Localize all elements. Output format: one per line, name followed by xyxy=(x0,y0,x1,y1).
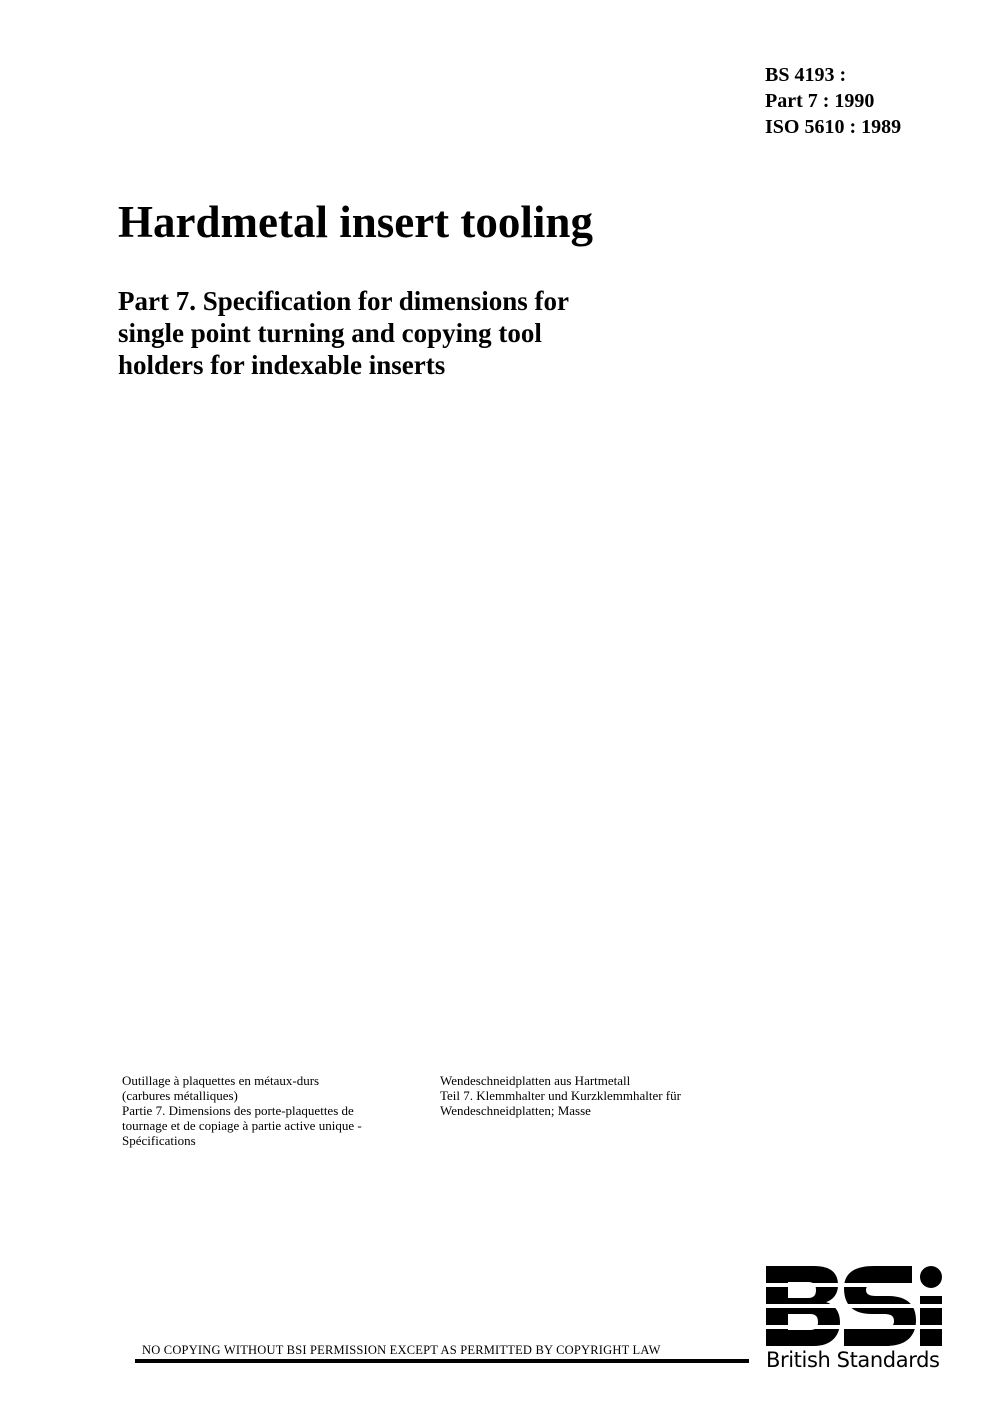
copyright-notice: NO COPYING WITHOUT BSI PERMISSION EXCEPT AS PERMITTED BY COPYRIGHT LAW xyxy=(142,1343,661,1357)
french-title-line: (carbures métalliques) xyxy=(122,1088,238,1103)
german-title-line: Wendeschneidplatten aus Hartmetall xyxy=(440,1073,631,1088)
french-title-line: Outillage à plaquettes en métaux-durs xyxy=(122,1073,320,1088)
document-subtitle xyxy=(118,285,718,381)
iso-number: ISO 5610 : 1989 xyxy=(765,116,902,138)
french-title-line: Partie 7. Dimensions des porte-plaquettes de xyxy=(122,1103,354,1118)
british-standards-caption: British Standards xyxy=(766,1348,940,1372)
standard-reference xyxy=(765,62,901,140)
subtitle-line: single point turning and copying tool xyxy=(118,318,542,348)
copyright-rule xyxy=(135,1359,749,1363)
french-title xyxy=(122,1073,412,1148)
standard-part: Part 7 : 1990 xyxy=(765,90,875,112)
bsi-logo xyxy=(764,1264,944,1372)
bsi-logo-mark xyxy=(764,1264,944,1348)
standard-number: BS 4193 : xyxy=(765,64,847,86)
subtitle-line: holders for indexable inserts xyxy=(118,350,446,380)
german-title-line: Wendeschneidplatten; Masse xyxy=(440,1103,591,1118)
french-title-line: Spécifications xyxy=(122,1133,196,1148)
german-title-line: Teil 7. Klemmhalter und Kurzklemmhalter für xyxy=(440,1088,681,1103)
document-title: Hardmetal insert tooling xyxy=(118,197,593,247)
german-title xyxy=(440,1073,740,1118)
subtitle-line: Part 7. Specification for dimensions for xyxy=(118,286,569,316)
french-title-line: tournage et de copiage à partie active unique - xyxy=(122,1118,362,1133)
